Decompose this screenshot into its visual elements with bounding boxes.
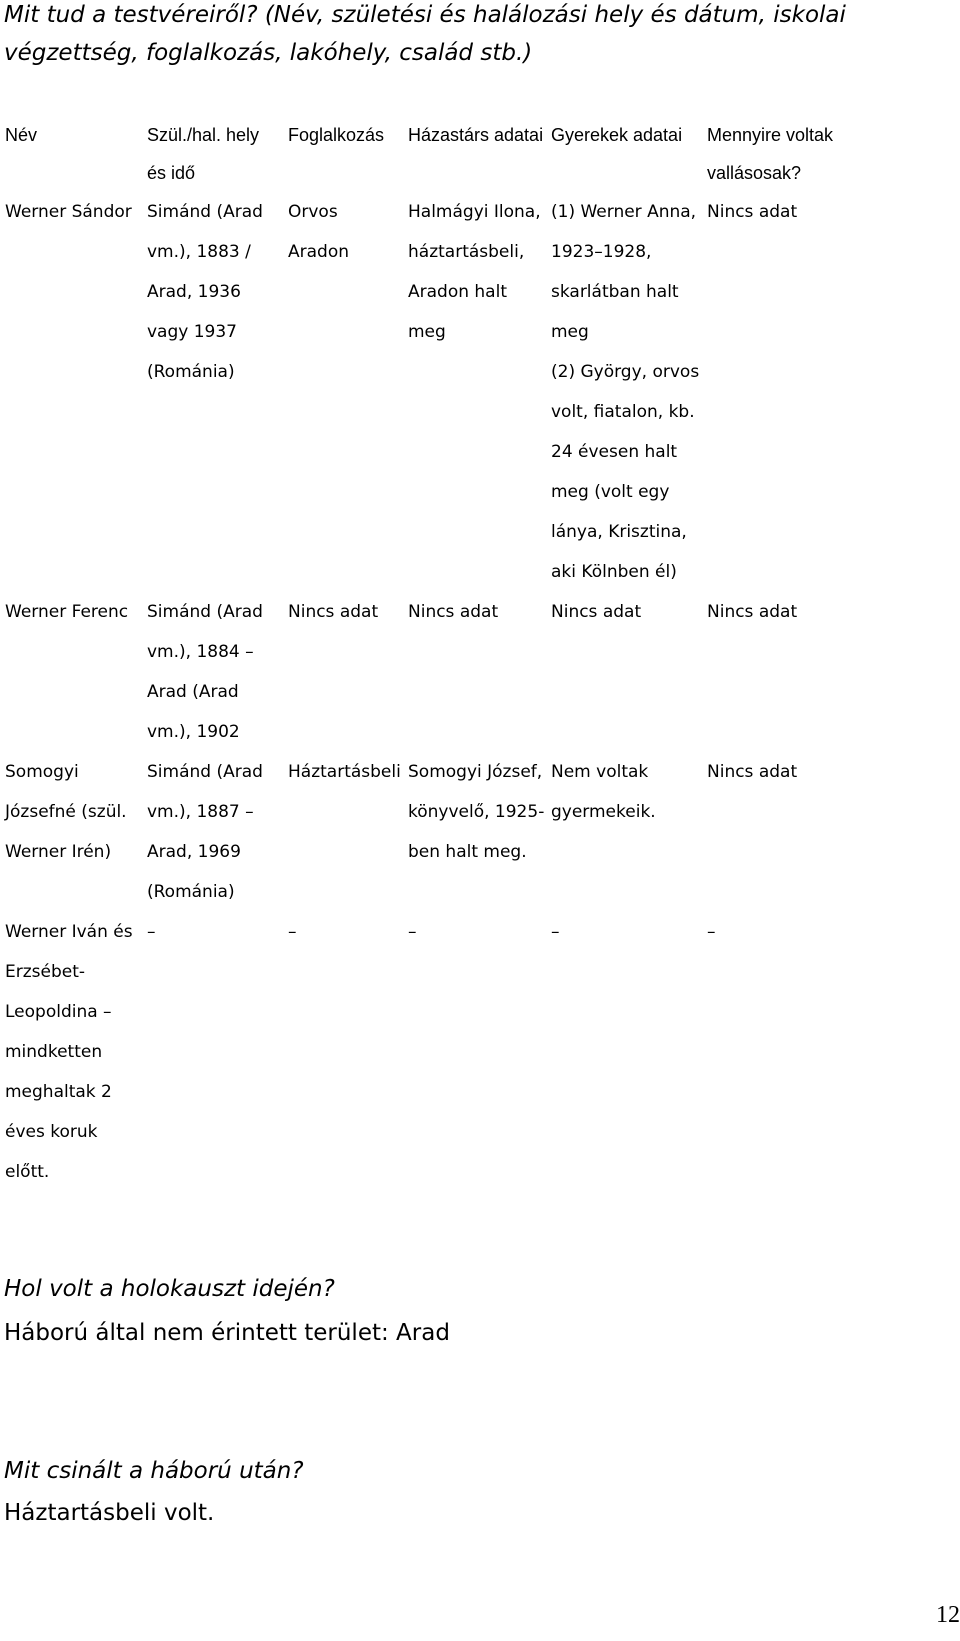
cell-occupation: Háztartásbeli <box>288 762 401 782</box>
col-header-children: Gyerekek adatai <box>551 125 683 145</box>
cell-spouse: Nincs adat <box>408 602 499 622</box>
after-war-question: Mit csinált a háború után? <box>4 1458 304 1484</box>
after-war-answer: Háztartásbeli volt. <box>4 1500 215 1526</box>
cell-name: Somogyi Józsefné (szül. Werner Irén) <box>5 762 127 862</box>
cell-spouse: Somogyi József, könyvelő, 1925- ben halt meg. <box>408 762 545 862</box>
table-row <box>0 752 850 912</box>
holocaust-answer: Háború által nem érintett terület: Arad <box>4 1320 450 1346</box>
cell-children: (1) Werner Anna, 1923–1928, skarlátban halt meg (2) György, orvos volt, fiatalon, kb. 24 évesen halt meg (volt egy lánya, Krisztina, aki Kölnben él) <box>551 202 700 582</box>
cell-birth-death: Simánd (Arad vm.), 1887 – Arad, 1969 (Románia) <box>147 762 263 902</box>
col-header-occupation: Foglalkozás <box>288 125 385 145</box>
table-row <box>0 592 850 752</box>
cell-birth-death: Simánd (Arad vm.), 1883 / Arad, 1936 vagy 1937 (Románia) <box>147 202 263 382</box>
table-row <box>0 192 850 592</box>
cell-occupation: Orvos Aradon <box>288 202 350 262</box>
holocaust-question: Hol volt a holokauszt idején? <box>4 1276 335 1302</box>
cell-religiosity: – <box>707 922 716 942</box>
cell-children: Nem voltak gyermekeik. <box>551 762 656 822</box>
cell-name: Werner Sándor <box>5 202 132 222</box>
cell-children: Nincs adat <box>551 602 642 622</box>
cell-birth-death: Simánd (Arad vm.), 1884 – Arad (Arad vm.), 1902 <box>147 602 263 742</box>
page-number: 12 <box>936 1602 960 1628</box>
table-row <box>0 912 850 1192</box>
siblings-table <box>0 116 850 1192</box>
cell-occupation: Nincs adat <box>288 602 379 622</box>
cell-name: Werner Iván és Erzsébet- Leopoldina – mindketten meghaltak 2 éves koruk előtt. <box>5 922 133 1182</box>
cell-occupation: – <box>288 922 297 942</box>
col-header-name: Név <box>5 125 38 145</box>
col-header-birth-death: Szül./hal. hely és idő <box>147 125 260 183</box>
cell-religiosity: Nincs adat <box>707 762 798 782</box>
siblings-question-line2: végzettség, foglalkozás, lakóhely, család stb.) <box>4 40 533 66</box>
siblings-question-line1: Mit tud a testvéreiről? (Név, születési és halálozási hely és dátum, iskolai <box>4 2 846 28</box>
col-header-religiosity: Mennyire voltak vallásosak? <box>707 125 834 183</box>
cell-spouse: – <box>408 922 417 942</box>
cell-religiosity: Nincs adat <box>707 602 798 622</box>
table-header-row <box>0 116 850 192</box>
cell-religiosity: Nincs adat <box>707 202 798 222</box>
col-header-spouse: Házastárs adatai <box>408 125 544 145</box>
cell-birth-death: – <box>147 922 156 942</box>
cell-children: – <box>551 922 560 942</box>
cell-name: Werner Ferenc <box>5 602 129 622</box>
cell-spouse: Halmágyi Ilona, háztartásbeli, Aradon halt meg <box>408 202 541 342</box>
